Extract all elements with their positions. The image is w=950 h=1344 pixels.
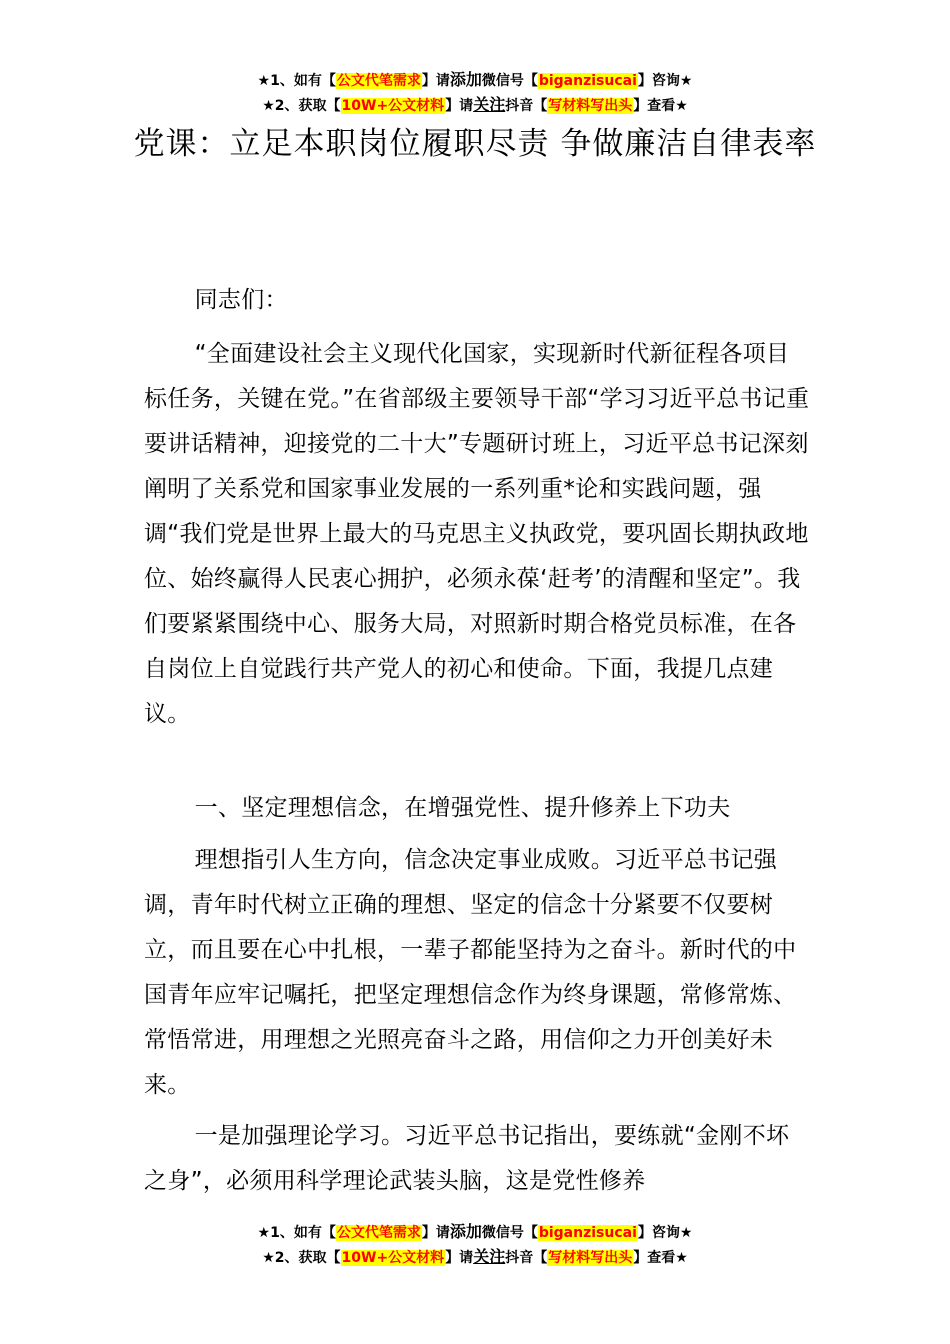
banner-line-1-prefix: ★1、如有【 bbox=[257, 73, 336, 89]
paragraph-1 bbox=[144, 332, 810, 737]
paragraph-3-text: 一是加强理论学习。习近平总书记指出，要练就“金刚不坏之身”，必须用科学理论武装头脑，这是党性修养 bbox=[144, 1123, 790, 1194]
section-heading-1 bbox=[144, 786, 810, 831]
paragraph-3 bbox=[144, 1114, 810, 1204]
footer-banner-line-2 bbox=[0, 1245, 950, 1270]
section-heading-1-text: 一、坚定理想信念，在增强党性、提升修养上下功夫 bbox=[194, 795, 731, 821]
banner-line-2 bbox=[0, 93, 950, 118]
footer-line-1-emph: 添加 bbox=[449, 1222, 482, 1241]
footer-line-2-mid-1: 】请 bbox=[445, 1250, 474, 1266]
footer-line-1-mid-2: 微信号【 bbox=[481, 1225, 538, 1241]
greeting-text: 同志们： bbox=[194, 287, 288, 313]
banner-line-1-mid-1: 】请 bbox=[421, 73, 450, 89]
greeting bbox=[144, 278, 810, 323]
banner-line-1-mid-2: 微信号【 bbox=[481, 73, 538, 89]
banner-line-1-emph: 添加 bbox=[449, 70, 482, 89]
footer-line-2-mid-2: 抖音【 bbox=[505, 1250, 548, 1266]
footer-line-1-suffix: 】咨询★ bbox=[637, 1225, 693, 1241]
document-title: 党课：立足本职岗位履职尽责 争做廉洁自律表率 bbox=[133, 126, 817, 162]
banner-line-1-highlight-1: 公文代笔需求 bbox=[336, 73, 421, 89]
footer-line-1-highlight-2: biganzisucai bbox=[538, 1225, 637, 1241]
footer-line-1-mid-1: 】请 bbox=[421, 1225, 450, 1241]
paragraph-1-text: “全面建设社会主义现代化国家，实现新时代新征程各项目标任务，关键在党。”在省部级主要领导干部“学习习近平总书记重要讲话精神，迎接党的二十大”专题研讨班上，习近平总书记深刻阐明了关系党和国家事业发展的一系列重*论和实践问题，强调“我们党是世界上最大的马克思主义执政党，要巩固长期执政地位、始终赢得人民衷心拥护，必须永葆‘赶考’的清醒和坚定”。我们要紧紧围绕中心、服务大局，对照新时期合格党员标准，在各自岗位上自觉践行共产党人的初心和使命。下面，我提几点建议。 bbox=[144, 341, 810, 727]
footer-line-2-emph: 关注 bbox=[473, 1247, 506, 1266]
banner-line-2-suffix: 】查看★ bbox=[633, 98, 688, 114]
footer-line-2-prefix: ★2、获取【 bbox=[262, 1250, 341, 1266]
footer-line-1-prefix: ★1、如有【 bbox=[257, 1225, 336, 1241]
banner-line-1-highlight-2: biganzisucai bbox=[538, 73, 637, 89]
footer-line-2-highlight-2: 写材料写出头 bbox=[548, 1250, 633, 1266]
banner-line-2-highlight-1: 10W+公文材料 bbox=[341, 98, 445, 114]
footer-line-2-highlight-1: 10W+公文材料 bbox=[341, 1250, 445, 1266]
footer-banner-line-1 bbox=[0, 1220, 950, 1245]
banner-line-1-suffix: 】咨询★ bbox=[637, 73, 693, 89]
banner-line-2-prefix: ★2、获取【 bbox=[262, 98, 341, 114]
banner-line-1 bbox=[0, 68, 950, 93]
footer-line-2-suffix: 】查看★ bbox=[633, 1250, 688, 1266]
banner-line-2-mid-1: 】请 bbox=[445, 98, 474, 114]
banner-line-2-highlight-2: 写材料写出头 bbox=[548, 98, 633, 114]
paragraph-2 bbox=[144, 838, 810, 1108]
paragraph-2-text: 理想指引人生方向，信念决定事业成败。习近平总书记强调，青年时代树立正确的理想、坚定的信念十分紧要不仅要树立，而且要在心中扎根，一辈子都能坚持为之奋斗。新时代的中国青年应牢记嘱托，把坚定理想信念作为终身课题，常修常炼、常悟常进，用理想之光照亮奋斗之路，用信仰之力开创美好未来。 bbox=[144, 847, 797, 1098]
footer-banner bbox=[0, 1220, 950, 1270]
banner-line-2-mid-2: 抖音【 bbox=[505, 98, 548, 114]
banner-line-2-emph: 关注 bbox=[473, 95, 506, 114]
header-banner bbox=[0, 68, 950, 118]
footer-line-1-highlight-1: 公文代笔需求 bbox=[336, 1225, 421, 1241]
